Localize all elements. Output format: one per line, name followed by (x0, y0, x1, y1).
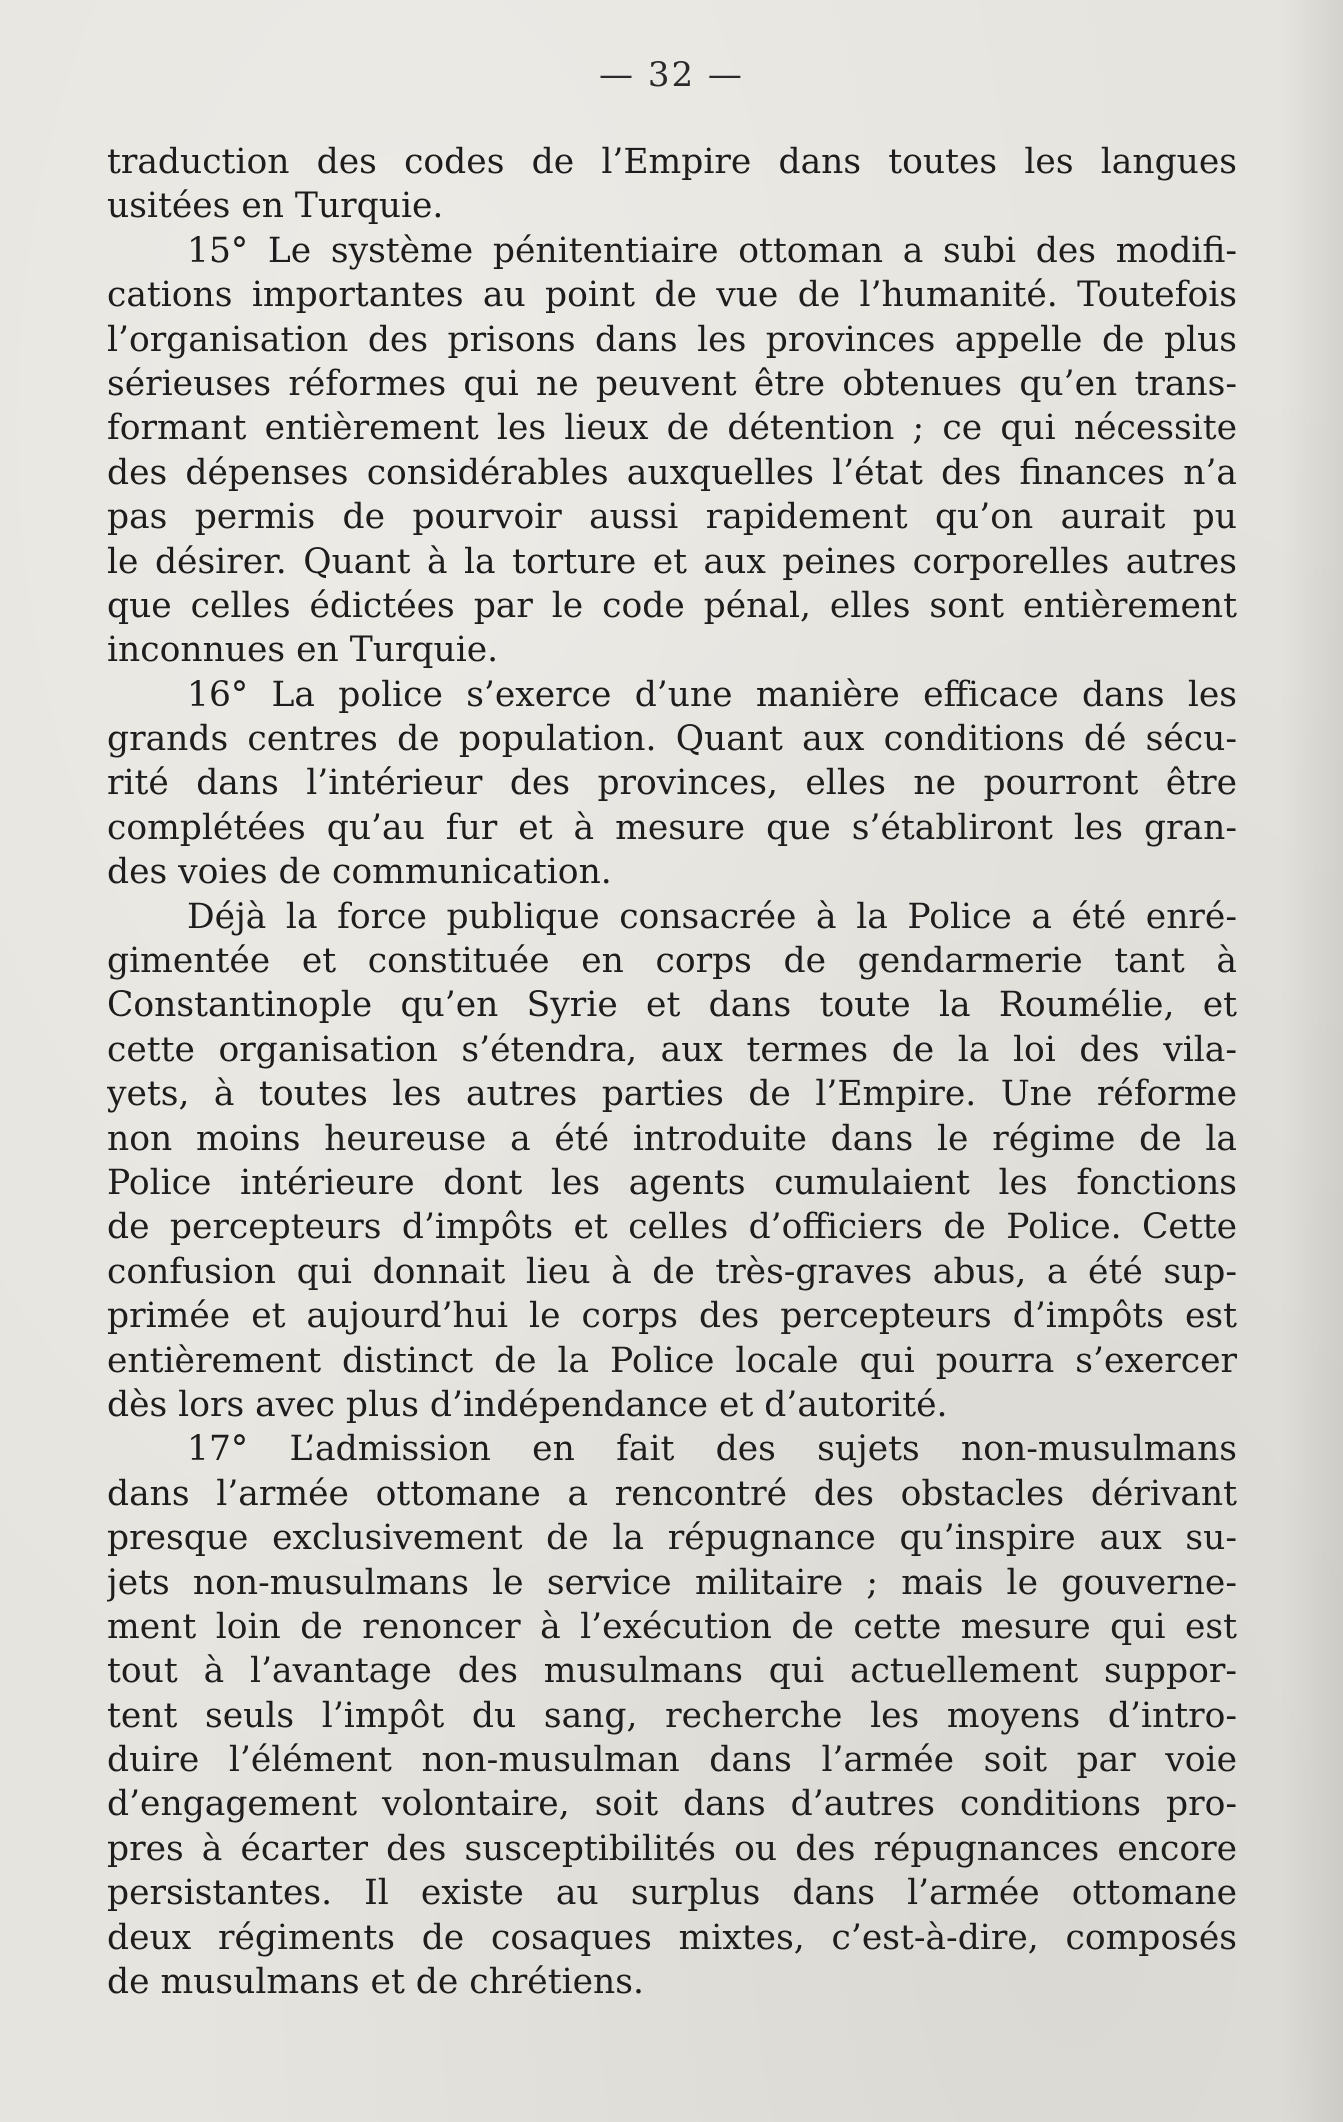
page-number: — 32 — (599, 55, 744, 95)
text-line: cette organisation s’étendra, aux termes de la loi des vila- (107, 1029, 1237, 1070)
body-text (107, 140, 1237, 2004)
text-line: entièrement distinct de la Police locale qui pourra s’exercer (107, 1340, 1237, 1381)
text-line: complétées qu’au fur et à mesure que s’établiront les gran- (107, 807, 1237, 848)
text-line: des dépenses considérables auxquelles l’état des finances n’a (107, 452, 1237, 493)
text-line: presque exclusivement de la répugnance qu’inspire aux su- (107, 1518, 1237, 1559)
text-line: tout à l’avantage des musulmans qui actuellement suppor- (107, 1651, 1237, 1692)
text-line: jets non-musulmans le service militaire ; mais le gouverne- (107, 1562, 1237, 1603)
text-line: le désirer. Quant à la torture et aux peines corporelles autres (107, 541, 1237, 582)
text-line: d’engagement volontaire, soit dans d’autres conditions pro- (107, 1784, 1237, 1825)
text-line: persistantes. Il existe au surplus dans l’armée ottomane (107, 1873, 1237, 1914)
text-line: sérieuses réformes qui ne peuvent être obtenues qu’en trans- (107, 363, 1237, 404)
text-line: gimentée et constituée en corps de gendarmerie tant à (107, 941, 1237, 982)
text-line: cations importantes au point de vue de l’humanité. Toutefois (107, 275, 1237, 316)
text-line: ment loin de renoncer à l’exécution de cette mesure qui est (107, 1606, 1237, 1647)
text-line: tent seuls l’impôt du sang, recherche les moyens d’intro- (107, 1695, 1237, 1736)
text-line: rité dans l’intérieur des provinces, elles ne pourront être (107, 763, 1237, 804)
text-line: l’organisation des prisons dans les provinces appelle de plus (107, 319, 1237, 360)
text-line: duire l’élément non-musulman dans l’armée soit par voie (107, 1740, 1237, 1781)
text-line: 17° L’admission en fait des sujets non-musulmans (187, 1429, 1237, 1470)
text-line: inconnues en Turquie. (107, 630, 499, 671)
text-line: non moins heureuse a été introduite dans le régime de la (107, 1118, 1237, 1159)
text-line: dès lors avec plus d’indépendance et d’autorité. (107, 1384, 948, 1425)
text-line: confusion qui donnait lieu à de très-graves abus, a été sup- (107, 1251, 1237, 1292)
text-line: Constantinople qu’en Syrie et dans toute la Roumélie, et (107, 985, 1237, 1026)
text-line: des voies de communication. (107, 852, 612, 893)
text-line: Police intérieure dont les agents cumulaient les fonctions (107, 1162, 1237, 1203)
text-line: pres à écarter des susceptibilités ou des répugnances encore (107, 1828, 1237, 1869)
text-line: yets, à toutes les autres parties de l’Empire. Une réforme (107, 1074, 1237, 1115)
text-line: pas permis de pourvoir aussi rapidement qu’on aurait pu (107, 497, 1237, 538)
text-line: grands centres de population. Quant aux conditions dé sécu- (107, 719, 1237, 760)
text-line: de percepteurs d’impôts et celles d’officiers de Police. Cette (107, 1207, 1237, 1248)
text-line: traduction des codes de l’Empire dans toutes les langues (107, 142, 1237, 182)
text-line: usitées en Turquie. (107, 186, 444, 227)
text-line: dans l’armée ottomane a rencontré des obstacles dérivant (107, 1473, 1237, 1514)
text-line: que celles édictées par le code pénal, elles sont entièrement (107, 585, 1237, 626)
text-line: 16° La police s’exerce d’une manière efficace dans les (187, 674, 1237, 715)
text-line: de musulmans et de chrétiens. (107, 1962, 644, 2003)
text-line: 15° Le système pénitentiaire ottoman a subi des modifi- (187, 230, 1237, 271)
text-line: primée et aujourd’hui le corps des percepteurs d’impôts est (107, 1296, 1237, 1337)
text-line: formant entièrement les lieux de détention ; ce qui nécessite (107, 408, 1237, 449)
text-line: deux régiments de cosaques mixtes, c’est-à-dire, composés (107, 1917, 1237, 1958)
text-line: Déjà la force publique consacrée à la Police a été enré- (187, 896, 1237, 937)
